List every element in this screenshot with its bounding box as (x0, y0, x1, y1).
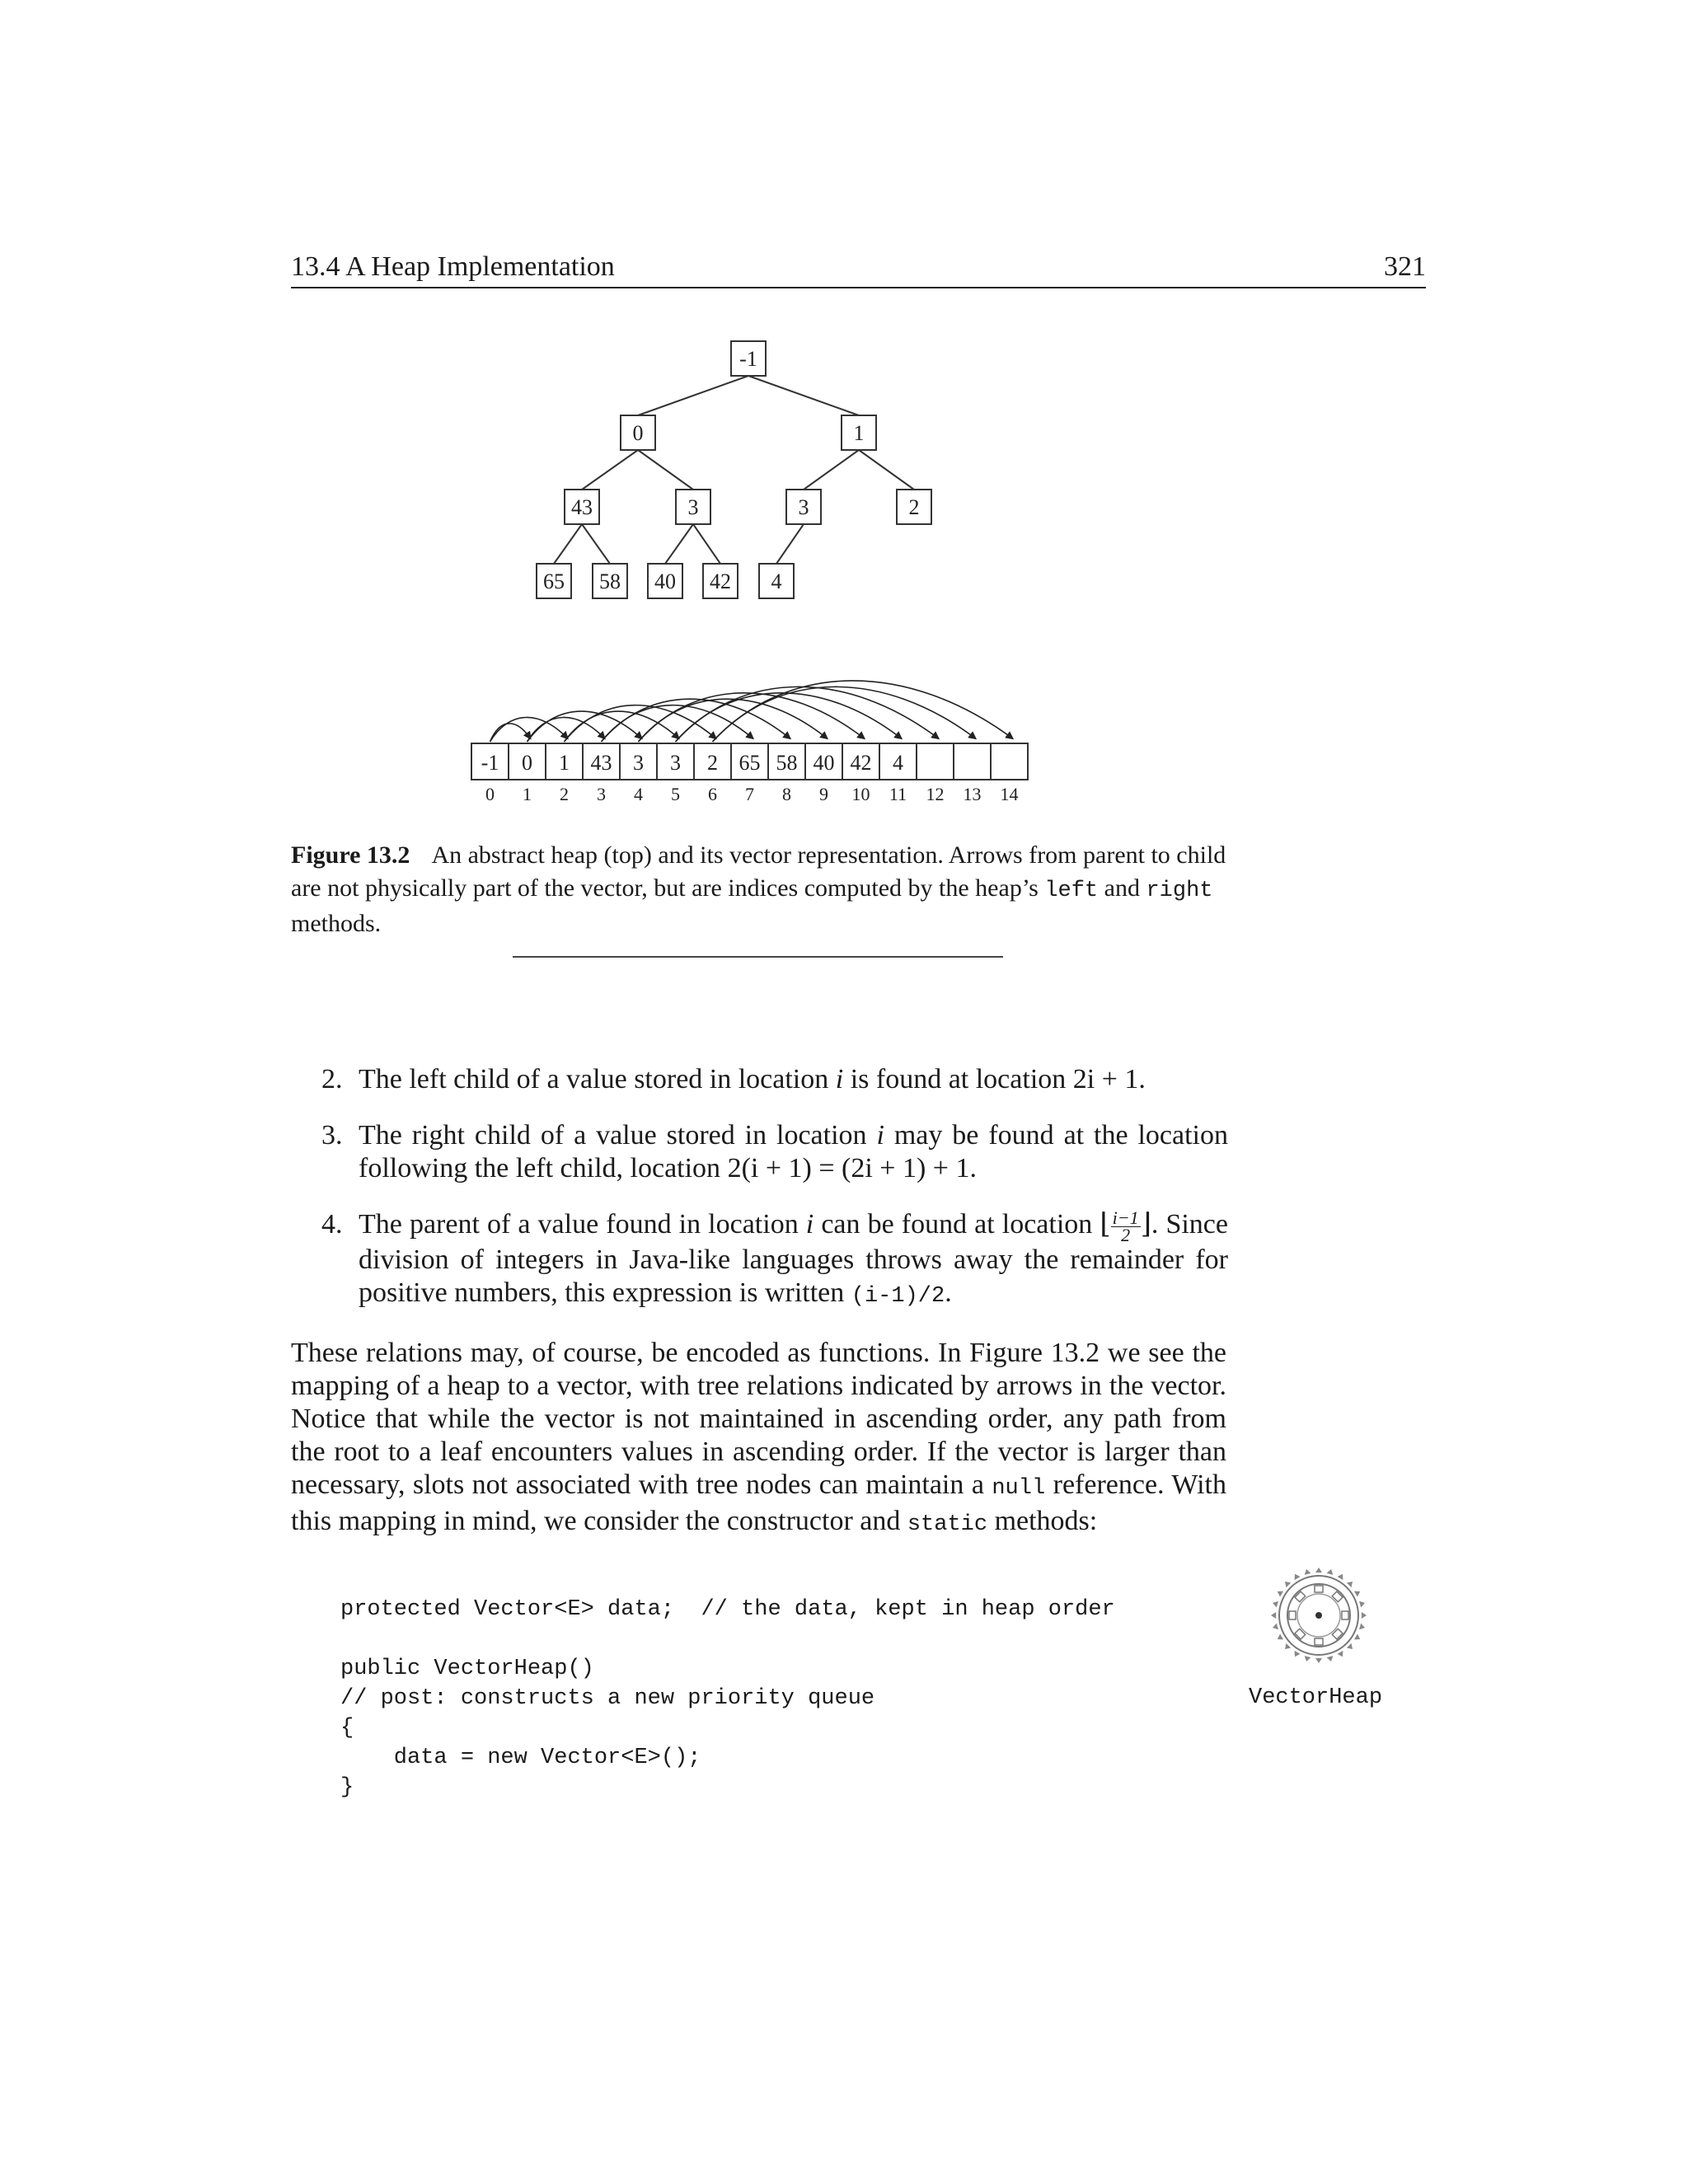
caption-code-left: left (1044, 879, 1099, 903)
gear-tooth (1327, 1569, 1334, 1575)
gear-box (1315, 1638, 1323, 1645)
gear-tooth (1273, 1624, 1278, 1630)
list-number: 4. (321, 1209, 343, 1240)
vector-cell (768, 743, 805, 780)
vector-cell (694, 743, 731, 780)
caption-text: methods. (291, 910, 382, 937)
vector-index: 9 (819, 784, 828, 804)
vector-cell (620, 743, 657, 780)
paragraph-text: reference. With this mapping in mind, we consider the constructor and (291, 1469, 1226, 1536)
figure-label: Figure 13.2 (291, 841, 410, 869)
gear-tooth (1354, 1633, 1360, 1639)
inline-code-null: null (992, 1476, 1046, 1501)
vector-cell-value: -1 (481, 751, 499, 775)
parent-child-arrow (528, 717, 605, 742)
figure-caption (291, 839, 1226, 940)
list-text: may be found at the location following the left child, location (359, 1120, 1229, 1183)
vector-cell (546, 743, 583, 780)
vector-cell-value: 2 (707, 751, 718, 775)
tree-node-value: 1 (853, 421, 865, 445)
tree-node-value: 3 (687, 495, 699, 519)
vector-cell (657, 743, 694, 780)
paragraph-text: methods: (987, 1506, 1098, 1536)
vector-index: 11 (889, 784, 907, 804)
vector-cell (471, 743, 509, 780)
inline-code-static: static (907, 1512, 988, 1537)
tree-node-value: 2 (908, 495, 920, 519)
floor-fraction (1111, 1207, 1141, 1245)
tree-node-value: 0 (632, 421, 644, 445)
math-expression: 2i + 1. (1072, 1064, 1146, 1094)
list-text: The left child of a value stored in location (359, 1064, 836, 1094)
vector-cell (842, 743, 879, 780)
heap-vector-figure (0, 0, 1688, 824)
vector-index: 1 (523, 784, 532, 804)
vector-cell-value: 40 (813, 751, 835, 775)
gear-tooth (1285, 1643, 1291, 1649)
gear-tooth (1337, 1651, 1343, 1657)
list-number: 3. (321, 1120, 343, 1151)
vector-index: 8 (782, 784, 791, 804)
tree-node-value: 65 (543, 569, 565, 593)
tree-node-value: 42 (710, 569, 731, 593)
gear-tooth (1315, 1568, 1322, 1572)
vector-index: 5 (671, 784, 680, 804)
gear-tooth (1327, 1656, 1334, 1661)
gear-box (1342, 1611, 1348, 1619)
list-text: The parent of a value found in location (359, 1209, 806, 1240)
gear-tooth (1337, 1574, 1343, 1580)
tree-node-value: 58 (599, 569, 621, 593)
list-number: 2. (321, 1064, 343, 1094)
vector-cell (879, 743, 917, 780)
parent-child-arrow (565, 711, 679, 742)
caption-text: and (1098, 874, 1146, 902)
parent-child-arrow (528, 711, 642, 742)
page-number: 321 (1384, 251, 1426, 282)
gear-tooth (1305, 1656, 1311, 1661)
vector-index: 7 (745, 784, 754, 804)
list-text: . (945, 1277, 952, 1308)
caption-code-right: right (1146, 879, 1213, 903)
vector-index: 13 (963, 784, 982, 804)
math-var: i (876, 1120, 884, 1151)
vector-cell-value: 3 (670, 751, 681, 775)
gear-tooth (1315, 1658, 1322, 1663)
body-paragraph (291, 1337, 1226, 1541)
gear-tooth (1278, 1591, 1283, 1597)
list-text: can be found at location (814, 1209, 1100, 1240)
vector-cell-value: 42 (850, 751, 872, 775)
vector-cell (731, 743, 768, 780)
vector-index: 0 (485, 784, 495, 804)
gear-tooth (1347, 1582, 1353, 1587)
vector-cell-value: 3 (633, 751, 644, 775)
list-text: is found at location (843, 1064, 1073, 1094)
running-header-section: 13.4 A Heap Implementation (291, 251, 615, 282)
vector-cell (991, 743, 1028, 780)
gear-tooth (1285, 1582, 1291, 1587)
caption-text: An abstract heap (top) and its vector representation. Arrows from parent to child are not physically part of the vector, but are indices computed by the heap’s (291, 841, 1226, 902)
gear-icon (1269, 1566, 1368, 1665)
vector-cell-value: 4 (893, 751, 903, 775)
gear-tooth (1359, 1624, 1365, 1630)
fraction-numerator: i−1 (1112, 1207, 1139, 1228)
tree-node-value: 3 (798, 495, 809, 519)
vector-cell-value: 65 (738, 751, 761, 775)
math-var: i (805, 1209, 814, 1240)
relations-list (321, 1063, 1228, 1336)
list-text: The right child of a value stored in location (359, 1120, 877, 1151)
gear-tooth (1295, 1574, 1301, 1580)
vector-cell-value: 0 (522, 751, 532, 775)
tree-node-value: 4 (771, 569, 782, 593)
gear-box (1289, 1611, 1296, 1619)
vector-index: 12 (926, 784, 945, 804)
vector-index: 4 (634, 784, 643, 804)
tree-node-value: 43 (571, 495, 593, 519)
vector-index: 10 (851, 784, 870, 804)
vector-cell (954, 743, 991, 780)
vector-index: 3 (597, 784, 606, 804)
gear-tooth (1278, 1633, 1283, 1639)
math-var: i (835, 1064, 844, 1094)
vector-cell-value: 43 (590, 751, 612, 775)
tree-node-value: 40 (654, 569, 676, 593)
code-listing: protected Vector<E> data; // the data, kept in heap order public VectorHeap() // post: constructs a new priority queue { data = new Vector<E>(); } (340, 1597, 1115, 1800)
vector-index: 2 (560, 784, 569, 804)
gear-tooth (1359, 1601, 1365, 1608)
margin-class-label: VectorHeap (1249, 1685, 1383, 1710)
fraction-denominator: 2 (1121, 1224, 1131, 1245)
gear-tooth (1305, 1569, 1311, 1575)
inline-code: (i-1)/2 (851, 1283, 945, 1309)
gear-tooth (1347, 1643, 1353, 1649)
gear-box (1315, 1586, 1323, 1592)
gear-tooth (1271, 1612, 1276, 1619)
vector-cell (509, 743, 546, 780)
gear-tooth (1295, 1651, 1301, 1657)
list-item (321, 1063, 1228, 1096)
list-item (321, 1119, 1228, 1185)
gear-tooth (1273, 1601, 1278, 1608)
gear-tooth (1354, 1591, 1360, 1597)
gear-tooth (1362, 1612, 1367, 1619)
caption-divider (513, 956, 1003, 958)
paragraph-text: These relations may, of course, be encoded as functions. In Figure 13.2 we see the mapping of a heap to a vector, with tree relations indicated by arrows in the vector. Notice that while the vector is not maintained in ascending order, any path from the root to a leaf encounters values in ascending order. If the vector is larger than necessary, slots not associated with tree nodes can maintain a (291, 1338, 1226, 1500)
list-item: 4. The parent of a value found in location i can be found at location ⌊ $\frac{i-1}{2}$ ⌋. Since division of integers in Java-like languages throws away the remainder for positive numbers, this expression is written (i-1)/2. (321, 1207, 1228, 1309)
math-expression: 2(i + 1) = (2i + 1) + 1. (727, 1153, 977, 1183)
vector-index: 6 (708, 784, 717, 804)
vector-cell (917, 743, 954, 780)
vector-index: 14 (1000, 784, 1019, 804)
tree-node-value: -1 (739, 347, 757, 371)
vector-cell (805, 743, 842, 780)
vector-cell-value: 1 (559, 751, 570, 775)
vector-cell-value: 58 (776, 751, 798, 775)
vector-cell (583, 743, 620, 780)
list-text: Since division of integers in Java-like languages throws away the remainder for positive numbers, this expression is written (359, 1209, 1228, 1308)
